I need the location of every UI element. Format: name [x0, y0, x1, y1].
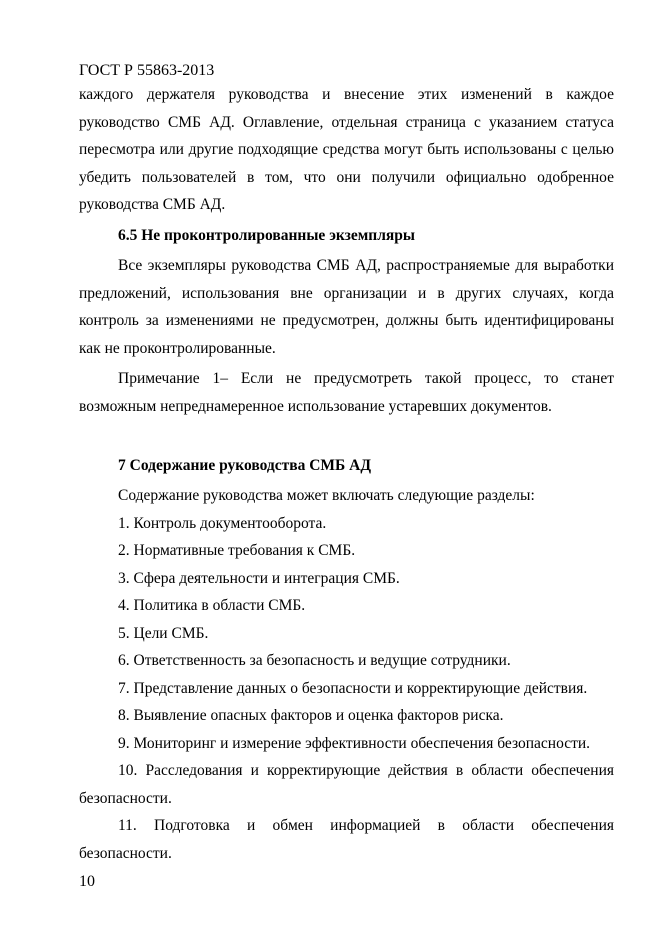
list-item: 4. Политика в области СМБ. [118, 597, 306, 614]
list-item: 1. Контроль документооборота. [118, 514, 327, 532]
list-item-continuation: безопасности. [79, 844, 172, 862]
intro-line: каждого держателя руководства и внесение этих изменений в каждое [79, 86, 614, 103]
intro-line: руководство СМБ АД. Оглавление, отдельная страница с указанием статуса [79, 113, 614, 131]
list-item: 7. Представление данных о безопасности и корректирующие действия. [118, 679, 588, 697]
list-item-continuation: безопасности. [79, 789, 172, 807]
list-item: 2. Нормативные требования к СМБ. [118, 542, 356, 559]
list-item: 9. Мониторинг и измерение эффективности обеспечения безопасности. [118, 734, 591, 752]
section-6-5-title: 6.5 Не проконтролированные экземпляры [118, 226, 416, 244]
note-line: Примечание 1– Если не предусмотреть такой процесс, то станет [118, 370, 614, 387]
list-item: 3. Сфера деятельности и интеграция СМБ. [118, 569, 400, 587]
list-item: 8. Выявление опасных факторов и оценка факторов риска. [118, 707, 504, 724]
list-item: 6. Ответственность за безопасность и ведущие сотрудники. [118, 652, 511, 669]
intro-line: руководства СМБ АД. [79, 196, 226, 213]
spacer [79, 420, 614, 448]
section-7-title: 7 Содержание руководства СМБ АД [118, 456, 372, 474]
section-7-lead: Содержание руководства может включать следующие разделы: [118, 487, 535, 504]
page-number: 10 [79, 873, 95, 890]
paragraph-line: предложений, использования вне организации и в других случаях, когда [79, 284, 614, 302]
intro-line: убедить пользователей в том, что они получили официально одобренное [79, 168, 614, 186]
list-item: 5. Цели СМБ. [118, 624, 209, 642]
paragraph-line: как не проконтролированные. [79, 339, 276, 357]
document-header: ГОСТ Р 55863-2013 [79, 62, 215, 79]
page-body [79, 81, 614, 867]
note-line: возможным непреднамеренное использование устаревших документов. [79, 397, 552, 415]
paragraph-line: контроль за изменениями не предусмотрен, должны быть идентифицированы [79, 312, 614, 329]
paragraph-line: Все экземпляры руководства СМБ АД, распространяемые для выработки [118, 257, 614, 274]
intro-line: пересмотра или другие подходящие средства могут быть использованы с целью [79, 141, 614, 158]
list-item: 11. Подготовка и обмен информацией в области обеспечения [118, 817, 614, 834]
list-item: 10. Расследования и корректирующие действия в области обеспечения [118, 762, 614, 779]
